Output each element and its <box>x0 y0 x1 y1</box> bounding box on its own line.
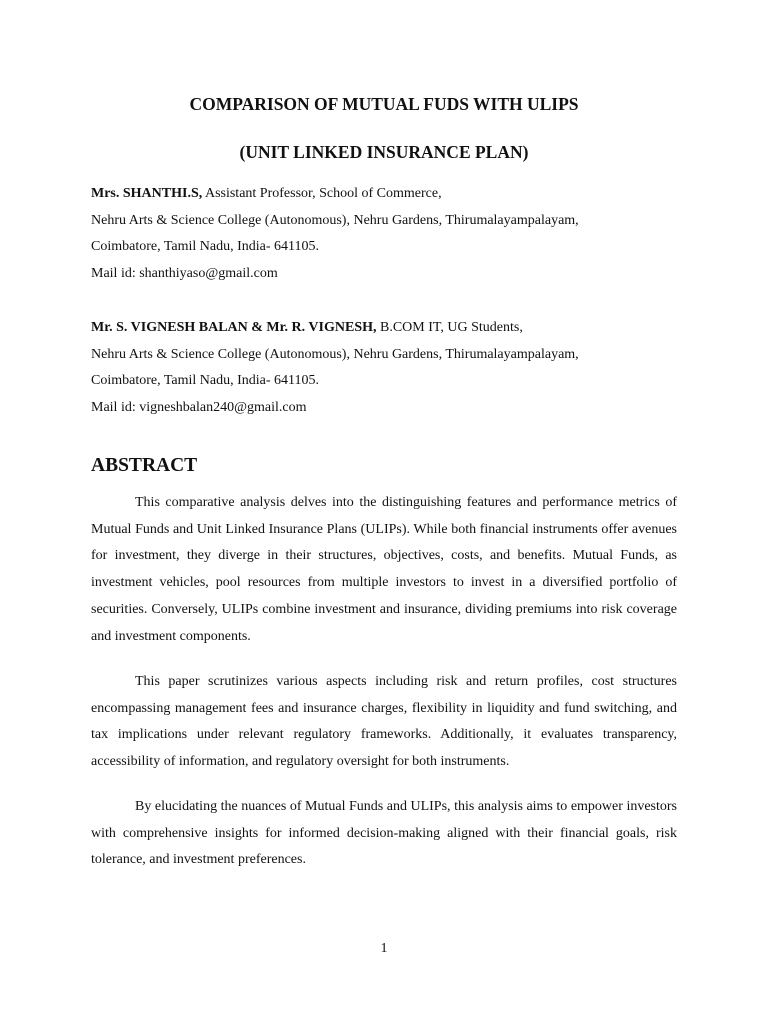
author-block-1 <box>91 184 691 290</box>
author-1-name: Mrs. SHANTHI.S, <box>91 186 203 201</box>
author-2-role: B.COM IT, UG Students, <box>376 320 523 335</box>
author-block-2 <box>91 318 691 424</box>
abstract-heading: ABSTRACT <box>91 455 198 476</box>
author-2-address-1: Nehru Arts & Science College (Autonomous), Nehru Gardens, Thirumalayampalayam, <box>91 346 579 362</box>
abstract-paragraph-1: This comparative analysis delves into the distinguishing features and performance metrics of Mutual Funds and Unit Linked Insurance Plans (ULIPs). While both financial instruments offer avenues for investment, they diverge in their structures, objectives, costs, and benefits. Mutual Funds, as investment vehicles, pool resources from multiple investors to invest in a diversified portfolio of securities. Conversely, ULIPs combine investment and insurance, dividing premiums into risk coverage and investment components. <box>91 495 677 644</box>
author-2-name-line <box>91 318 691 345</box>
author-1-address-1: Nehru Arts & Science College (Autonomous), Nehru Gardens, Thirumalayampalayam, <box>91 212 579 228</box>
abstract-paragraph-2: This paper scrutinizes various aspects including risk and return profiles, cost structures encompassing management fees and insurance charges, flexibility in liquidity and fund switching, and tax implications under relevant regulatory frameworks. Additionally, it evaluates transparency, accessibility of information, and regulatory oversight for both instruments. <box>91 674 677 770</box>
author-1-role: Assistant Professor, School of Commerce, <box>202 186 442 201</box>
paper-title: COMPARISON OF MUTUAL FUDS WITH ULIPS <box>189 94 579 114</box>
author-2-name: Mr. S. VIGNESH BALAN & Mr. R. VIGNESH, <box>91 320 377 335</box>
paper-subtitle: (UNIT LINKED INSURANCE PLAN) <box>239 142 529 162</box>
author-2-mail: Mail id: vigneshbalan240@gmail.com <box>91 399 307 415</box>
author-1-mail: Mail id: shanthiyaso@gmail.com <box>91 265 278 281</box>
author-2-address-2: Coimbatore, Tamil Nadu, India- 641105. <box>91 373 320 388</box>
author-1-name-line <box>91 184 691 211</box>
page-number: 1 <box>380 941 388 956</box>
abstract-paragraph-3: By elucidating the nuances of Mutual Funds and ULIPs, this analysis aims to empower investors with comprehensive insights for informed decision-making aligned with their financial goals, risk tolerance, and investment preferences. <box>91 799 677 868</box>
author-1-address-2: Coimbatore, Tamil Nadu, India- 641105. <box>91 239 320 254</box>
